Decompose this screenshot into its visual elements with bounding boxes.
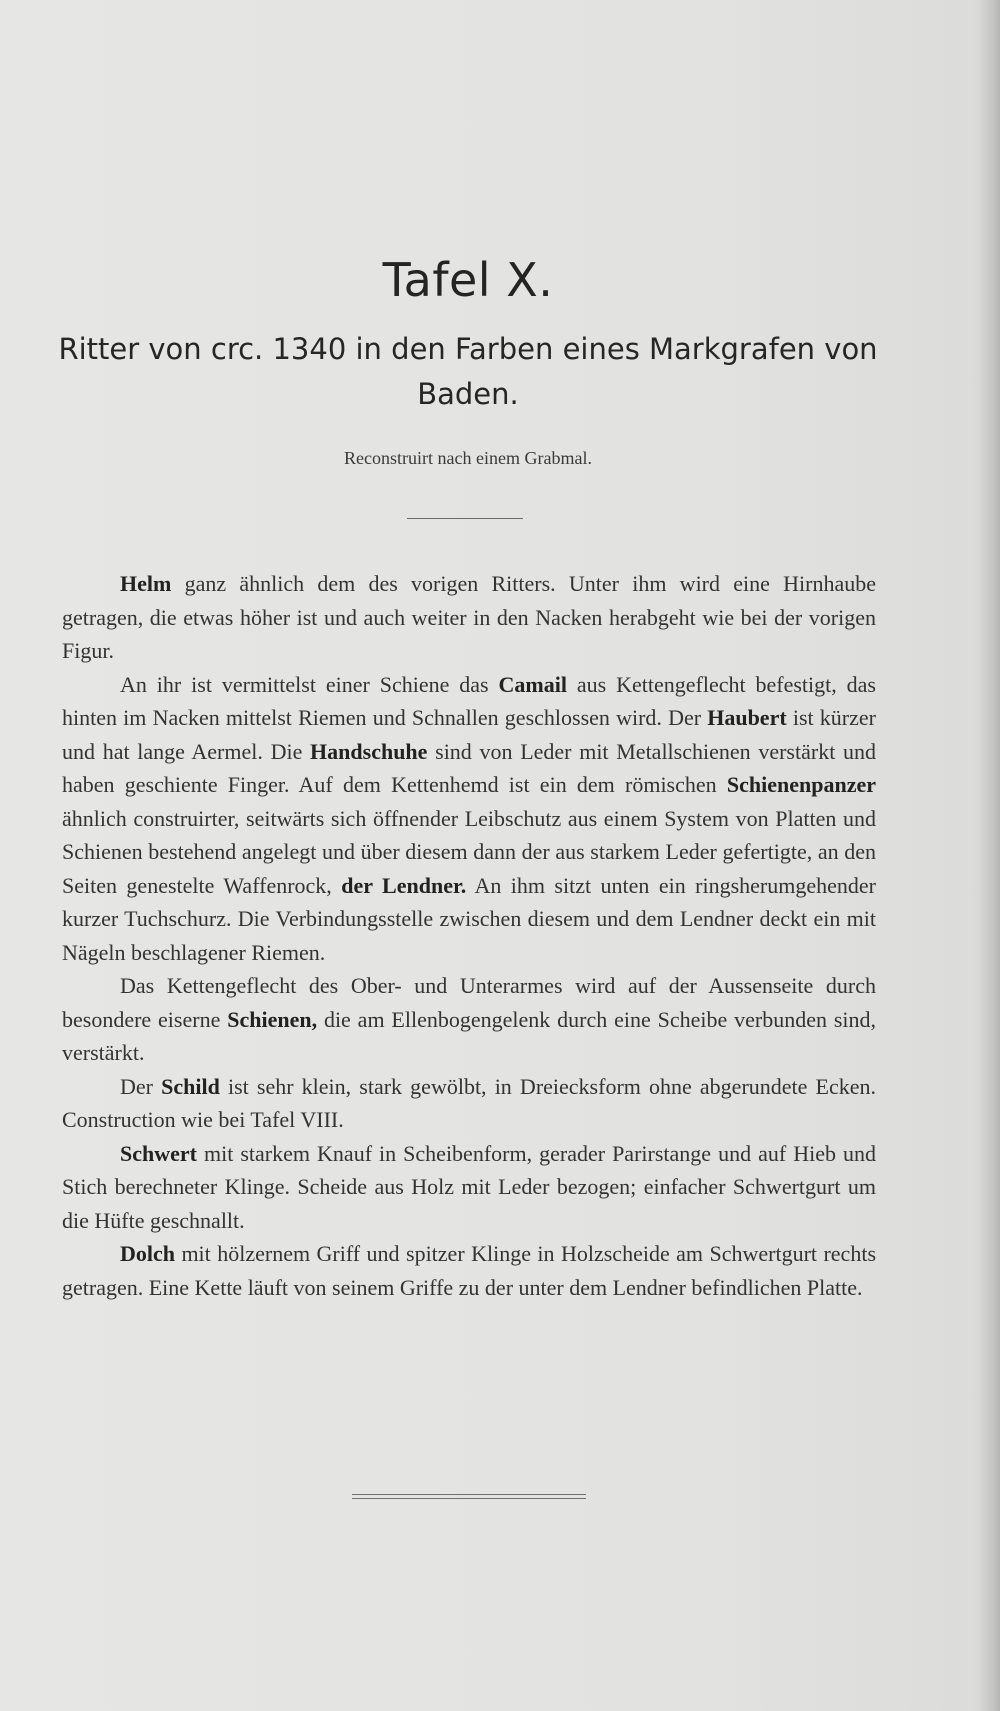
paragraph-helm: Helm ganz ähnlich dem des vorigen Ritters. Unter ihm wird eine Hirnhaube getragen, die etwas höher ist und auch weiter in den Nacken herabgeht wie bei der vorigen Figur. xyxy=(62,571,876,663)
description-text xyxy=(62,567,876,1304)
term-handschuhe: Handschuhe xyxy=(310,738,428,764)
paragraph-dolch: Dolch mit hölzernem Griff und spitzer Klinge in Holzscheide am Schwertgurt rechts getragen. Eine Kette läuft von seinem Griffe zu der unter dem Lendner befindlichen Platte. xyxy=(62,1241,876,1300)
term-haubert: Haubert xyxy=(707,705,787,730)
term-helm: Helm xyxy=(120,571,172,596)
paragraph-camail: An ihr ist vermittelst einer Schiene das Camail aus Kettengeflecht befestigt, das hinten im Nacken mittelst Riemen und Schnallen geschlossen wird. Der Haubert ist kürzer und hat lange Aermel. Die Handschuhe sind von Leder mit Metallschienen verstärkt und haben geschiente Finger. Auf dem Kettenhemd ist ein dem römischen Schienenpanzer ähnlich construirter, seitwärts sich öffnender Leibschutz aus einem System von Platten und Schienen bestehend angelegt und über diesem dann der aus starkem Leder gefertigte, an den Seiten genestelte Waffenrock, der Lendner. An ihm sitzt unten ein ringsherumgehender kurzer Tuchschurz. Die Verbindungsstelle zwischen diesem und dem Lendner deckt ein mit Nägeln beschlagener Riemen. xyxy=(62,671,876,965)
term-schienenpanzer: Schienenpanzer xyxy=(726,772,876,797)
page-edge-shadow xyxy=(978,0,1000,1711)
paragraph-schild: Der Schild ist sehr klein, stark gewölbt, in Dreiecksform ohne abgerundete Ecken. Construction wie bei Tafel VIII. xyxy=(62,1073,877,1132)
plate-subtitle: Ritter von crc. 1340 in den Farben eines Markgrafen von Baden. xyxy=(58,332,878,411)
term-schwert: Schwert xyxy=(120,1140,197,1166)
paragraph-arm: Das Kettengeflecht des Ober- und Unterarmes wird auf der Aussenseite durch besondere eiserne Schienen, die am Ellenbogengelenk durch eine Scheibe verbunden sind, verstärkt. xyxy=(62,973,876,1065)
term-dolch: Dolch xyxy=(120,1241,175,1266)
term-camail: Camail xyxy=(498,671,567,697)
end-divider xyxy=(352,1494,586,1499)
term-schild: Schild xyxy=(161,1073,220,1099)
plate-title: Tafel X. xyxy=(382,253,554,307)
term-lendner: der Lendner. xyxy=(341,872,467,898)
paragraph-schwert: Schwert mit starkem Knauf in Scheibenform, gerader Parirstange und auf Hieb und Stich berechneter Klinge. Scheide aus Holz mit Leder bezogen; einfacher Schwertgurt um die Hüfte geschnallt. xyxy=(62,1140,876,1233)
reconstruction-note: Reconstruirt nach einem Grabmal. xyxy=(344,448,592,468)
section-divider xyxy=(407,518,523,519)
term-schienen: Schienen, xyxy=(227,1006,318,1032)
